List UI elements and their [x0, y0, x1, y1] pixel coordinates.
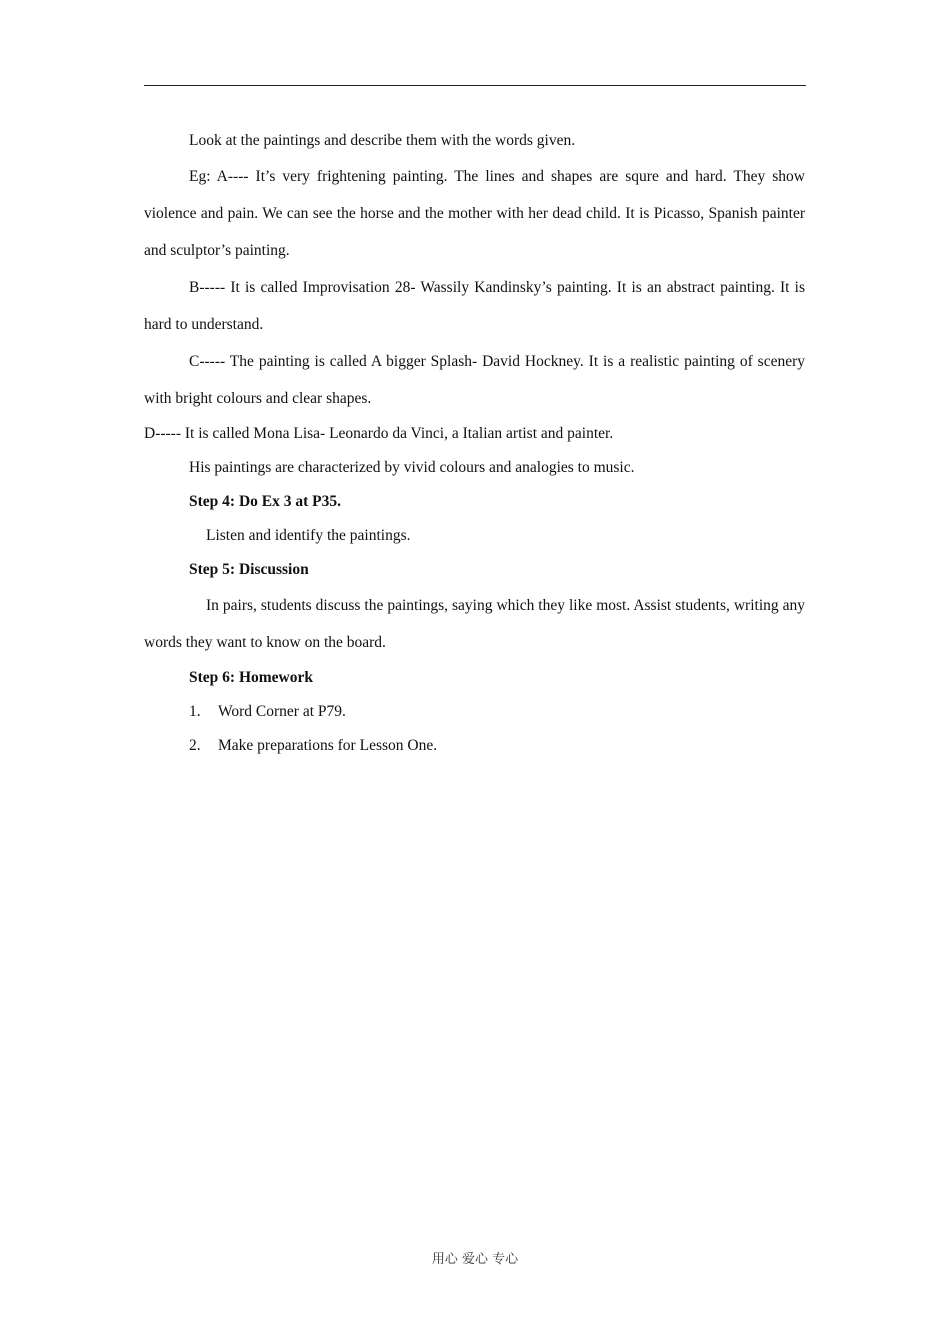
- step5-text: In pairs, students discuss the paintings, saying which they like most. Assist students, writing any words they want to know on the board.: [144, 597, 805, 651]
- step5-heading: Step 5: Discussion: [189, 561, 309, 578]
- step6-heading: Step 6: Homework: [189, 669, 313, 686]
- list-item-text: Word Corner at P79.: [218, 703, 346, 720]
- list-item-number: 2.: [189, 737, 201, 754]
- painting-d-note: His paintings are characterized by vivid colours and analogies to music.: [189, 459, 635, 476]
- painting-a-paragraph: Eg: A---- It’s very frightening painting. The lines and shapes are squre and hard. They show violence and pain. We can see the horse and the mother with her dead child. It is Picasso, Spanish painter and sculptor’s painting.: [144, 168, 805, 259]
- step4-text: Listen and identify the paintings.: [206, 527, 411, 544]
- header-rule: [144, 85, 806, 86]
- step4-heading: Step 4: Do Ex 3 at P35.: [189, 493, 341, 510]
- painting-c-paragraph: C----- The painting is called A bigger Splash- David Hockney. It is a realistic painting of scenery with bright colours and clear shapes.: [144, 353, 805, 407]
- intro-paragraph: Look at the paintings and describe them with the words given.: [189, 132, 576, 149]
- list-item-number: 1.: [189, 703, 201, 720]
- list-item: [144, 729, 805, 763]
- painting-b-paragraph: B----- It is called Improvisation 28- Wassily Kandinsky’s painting. It is an abstract painting. It is hard to understand.: [144, 279, 805, 333]
- painting-d-paragraph: D----- It is called Mona Lisa- Leonardo da Vinci, a Italian artist and painter.: [144, 425, 614, 442]
- list-item-text: Make preparations for Lesson One.: [218, 737, 438, 754]
- document-body: [144, 124, 805, 763]
- page-footer: 用心 爱心 专心: [431, 1252, 519, 1267]
- list-item: [144, 695, 805, 729]
